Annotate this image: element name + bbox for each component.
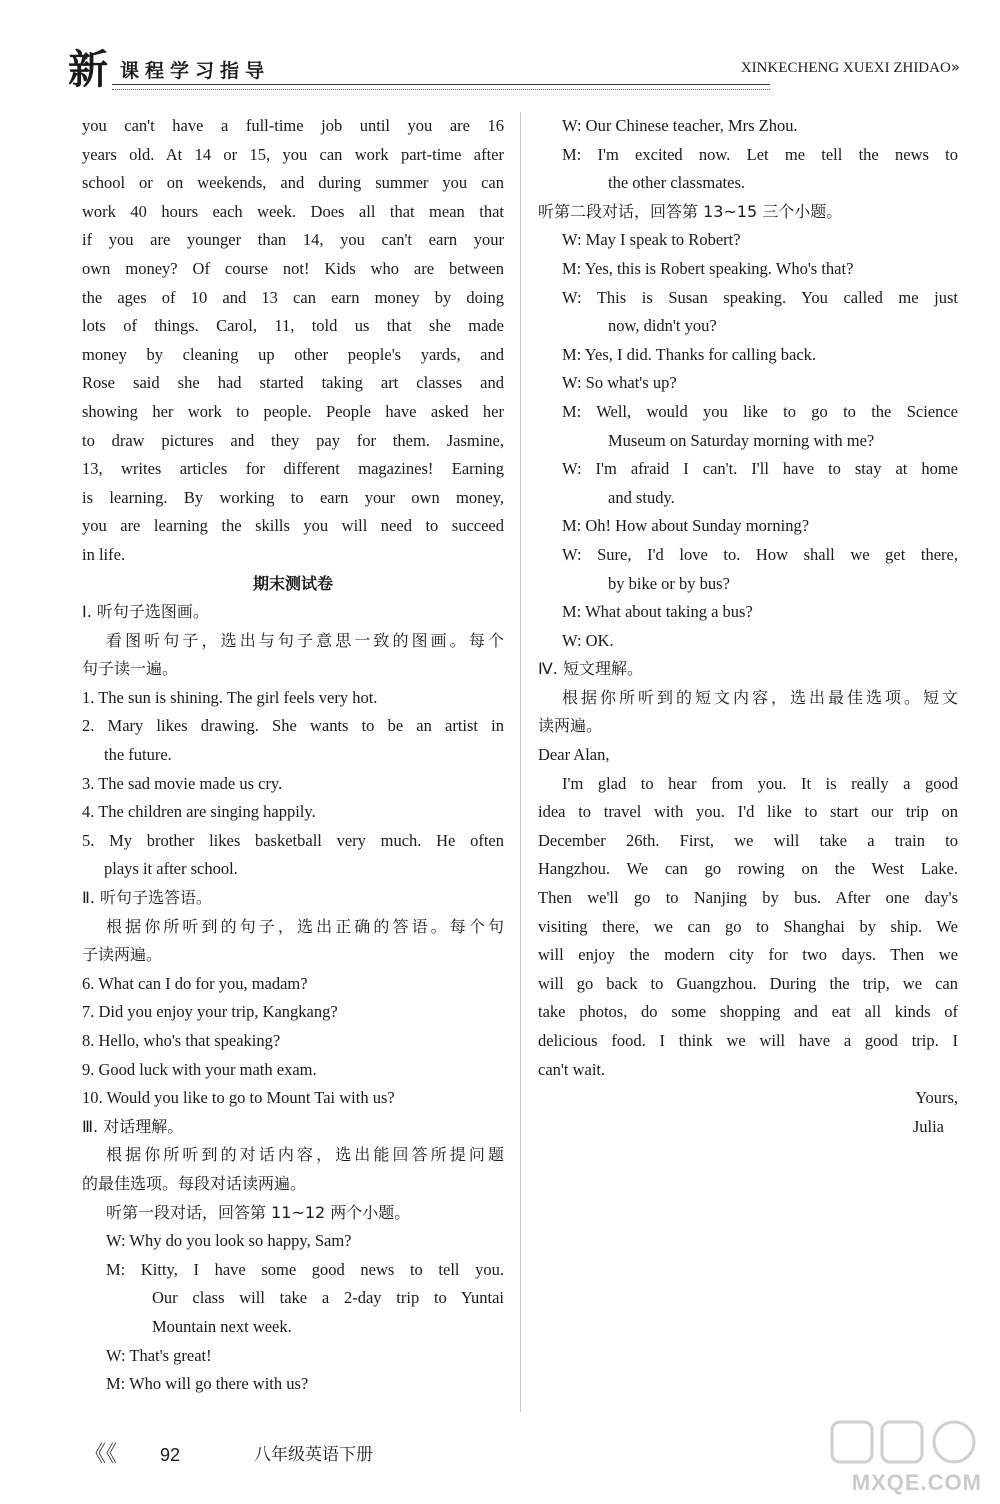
column-divider <box>520 112 521 1412</box>
series-title: 课程学习指导 <box>120 60 271 82</box>
passage-line: own money? Of course not! Kids who are between <box>82 258 504 278</box>
question-item: 9. Good luck with your math exam. <box>82 1059 317 1079</box>
dialog-line: W: This is Susan speaking. You called me just <box>562 287 958 307</box>
question-item: 10. Would you like to go to Mount Tai with us? <box>82 1088 395 1108</box>
watermark-text: MXQE.COM <box>851 1470 982 1495</box>
dialog-line: Our class will take a 2-day trip to Yuntai <box>152 1288 504 1308</box>
double-chevron-left-icon: 《《 <box>84 1442 118 1467</box>
passage-line: to draw pictures and they pay for them. Jasmine, <box>82 430 504 450</box>
letter-line: idea to travel with you. I'd like to start our trip on <box>538 802 958 822</box>
question-item: 3. The sad movie made us cry. <box>82 773 283 793</box>
section-heading: Ⅳ. 短文理解。 <box>538 659 643 679</box>
passage-line: lots of things. Carol, 11, told us that she made <box>82 316 504 336</box>
double-chevron-right-icon: » <box>950 58 960 76</box>
dialog-line: M: Well, would you like to go to the Science <box>562 401 958 421</box>
letter-greeting: Dear Alan, <box>538 745 610 765</box>
dialog-line: M: Who will go there with us? <box>106 1374 309 1394</box>
series-logo: 新 <box>68 46 108 93</box>
passage-line: in life. <box>82 544 126 564</box>
letter-line: will enjoy the modern city for two days. Then we <box>538 945 958 965</box>
watermark-logo <box>822 1416 982 1496</box>
book-name: 八年级英语下册 <box>254 1445 373 1465</box>
dialog-line: M: I'm excited now. Let me tell the news to <box>562 144 958 164</box>
watermark-seal-icon <box>822 1416 982 1472</box>
question-item: 1. The sun is shining. The girl feels very hot. <box>82 687 378 707</box>
section-instruction: 根据你所听到的句子，选出正确的答语。每个句 <box>106 916 504 936</box>
dialog-line: W: Sure, I'd love to. How shall we get there, <box>562 544 958 564</box>
section-1 <box>82 598 504 884</box>
dialog-line: M: Yes, this is Robert speaking. Who's that? <box>562 258 854 278</box>
letter-line: will go back to Guangzhou. During the trip, we can <box>538 973 958 993</box>
section-instruction: 子读两遍。 <box>82 945 163 965</box>
section-instruction: 的最佳选项。每段对话读两遍。 <box>82 1173 307 1193</box>
passage-line: money by cleaning up other people's yards, and <box>82 344 504 364</box>
dialog-line: by bike or by bus? <box>608 573 730 593</box>
section-instruction: 根据你所听到的短文内容，选出最佳选项。短文 <box>562 687 958 707</box>
question-item: 5. My brother likes basketball very much. He often <box>82 830 504 850</box>
page-footer <box>84 1442 484 1472</box>
question-item: 2. Mary likes drawing. She wants to be an artist in <box>82 716 504 736</box>
letter-line: visiting there, we can go to Shanghai by ship. We <box>538 916 958 936</box>
dialog-line: W: That's great! <box>106 1345 212 1365</box>
dialog-line: Mountain next week. <box>152 1316 292 1336</box>
exam-title: 期末测试卷 <box>252 573 333 593</box>
passage-line: work 40 hours each week. Does all that mean that <box>82 201 504 221</box>
dialog-line: the other classmates. <box>608 173 745 193</box>
letter-line: take photos, do some shopping and eat all kinds of <box>538 1002 958 1022</box>
letter-line: can't wait. <box>538 1059 606 1079</box>
section-instruction: 看图听句子，选出与句子意思一致的图画。每个 <box>106 630 504 650</box>
right-column <box>538 112 958 1141</box>
passage-line: 13, writes articles for different magazines! Earning <box>82 459 504 479</box>
section-4 <box>538 655 958 1141</box>
dialog-2-intro: 听第二段对话，回答第 13~15 三个小题。 <box>538 201 843 221</box>
letter-line: Hangzhou. We can go rowing on the West Lake. <box>538 859 958 879</box>
passage-line: Rose said she had started taking art classes and <box>82 373 504 393</box>
question-item: plays it after school. <box>104 859 238 879</box>
letter-closing: Yours, <box>915 1088 958 1108</box>
question-item: 4. The children are singing happily. <box>82 802 316 822</box>
question-item: 6. What can I do for you, madam? <box>82 973 308 993</box>
letter-line: December 26th. First, we will take a train to <box>538 830 958 850</box>
dialog-line: Museum on Saturday morning with me? <box>608 430 875 450</box>
passage-line: is learning. By working to earn your own money, <box>82 487 504 507</box>
dialog-line: now, didn't you? <box>608 316 717 336</box>
dialog-line: and study. <box>608 487 675 507</box>
page-number: 92 <box>160 1445 181 1465</box>
dialog-line: M: What about taking a bus? <box>562 602 753 622</box>
question-item: the future. <box>104 745 172 765</box>
dialog-line: W: May I speak to Robert? <box>562 230 741 250</box>
left-column <box>82 112 504 1399</box>
passage-line: you can't have a full-time job until you are 16 <box>82 116 504 135</box>
section-instruction: 句子读一遍。 <box>82 659 179 679</box>
letter-line: delicious food. I think we will have a good trip. I <box>538 1031 958 1050</box>
section-heading: Ⅱ. 听句子选答语。 <box>82 888 213 908</box>
letter-line: I'm glad to hear from you. It is really a good <box>562 773 958 793</box>
passage-line: if you are younger than 14, you can't earn your <box>82 230 504 250</box>
question-item: 7. Did you enjoy your trip, Kangkang? <box>82 1002 338 1022</box>
passage-line: years old. At 14 or 15, you can work part-time after <box>82 144 504 164</box>
section-instruction: 读两遍。 <box>538 716 603 736</box>
passage-line: school or on weekends, and during summer you can <box>82 173 504 193</box>
dialog-line: W: Why do you look so happy, Sam? <box>106 1231 352 1251</box>
question-item: 8. Hello, who's that speaking? <box>82 1031 281 1050</box>
letter-line: Then we'll go to Nanjing by bus. After one day's <box>538 888 958 908</box>
passage-line: the ages of 10 and 13 can earn money by doing <box>82 287 504 307</box>
header-rule <box>112 84 770 85</box>
passage-line: you are learning the skills you will need to succeed <box>82 516 504 536</box>
dialog-line: M: Oh! How about Sunday morning? <box>562 516 810 536</box>
section-instruction: 根据你所听到的对话内容，选出能回答所提问题 <box>106 1145 504 1165</box>
section-2 <box>82 884 504 1113</box>
dialog-line: M: Yes, I did. Thanks for calling back. <box>562 344 817 364</box>
dialog-1-continued <box>538 112 958 198</box>
passage-line: showing her work to people. People have asked her <box>82 401 504 421</box>
section-heading: Ⅰ. 听句子选图画。 <box>82 602 209 622</box>
letter-signature: Julia <box>912 1116 944 1136</box>
series-pinyin: XINKECHENG XUEXI ZHIDAO» <box>740 58 960 76</box>
dialog-intro: 听第一段对话，回答第 11~12 两个小题。 <box>106 1202 411 1222</box>
dialog-line: W: OK. <box>562 630 614 650</box>
dialog-line: W: So what's up? <box>562 373 677 393</box>
dialog-2 <box>538 226 958 655</box>
dialog-line: M: Kitty, I have some good news to tell you. <box>106 1259 504 1279</box>
dialog-line: W: I'm afraid I can't. I'll have to stay at home <box>562 459 958 479</box>
reading-passage <box>82 112 504 570</box>
header-dotted-rule <box>112 89 770 90</box>
page-header <box>60 48 960 98</box>
section-heading: Ⅲ. 对话理解。 <box>82 1116 184 1136</box>
dialog-line: W: Our Chinese teacher, Mrs Zhou. <box>562 116 798 135</box>
section-3 <box>82 1113 504 1399</box>
